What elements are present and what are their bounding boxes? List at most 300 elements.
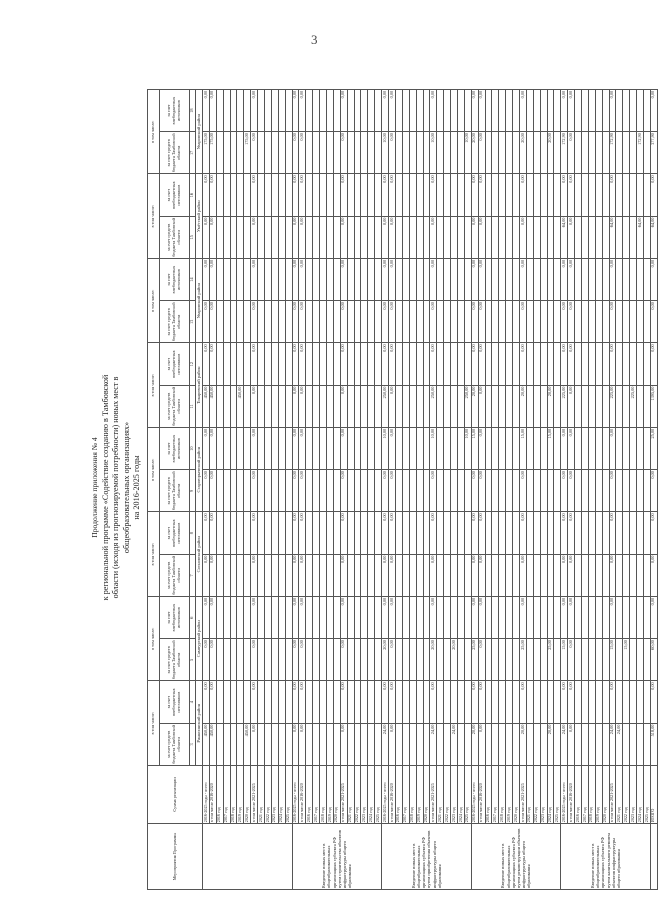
value-cell: [457, 681, 464, 723]
value-cell: [395, 385, 402, 427]
value-cell: [361, 681, 368, 723]
table-row: [203, 90, 210, 890]
value-cell: 0,00: [340, 428, 347, 470]
header-in-that-number: в том числе:: [148, 90, 160, 175]
period-label: в том числе 2016-2020: [568, 766, 575, 824]
value-cell: [265, 343, 272, 385]
table-row: [540, 90, 547, 890]
header-in-that-number: в том числе:: [148, 597, 160, 682]
value-cell: [265, 90, 272, 132]
value-cell: [623, 343, 630, 385]
value-cell: [526, 216, 533, 258]
period-label: 2020 год: [333, 766, 340, 824]
value-cell: 0,00: [519, 301, 526, 343]
value-cell: [361, 554, 368, 596]
value-cell: 0,00: [471, 681, 478, 723]
value-cell: [223, 428, 230, 470]
value-cell: [616, 259, 623, 301]
value-cell: [588, 90, 595, 132]
value-cell: [216, 723, 223, 765]
value-cell: [513, 639, 520, 681]
value-cell: [313, 132, 320, 174]
value-cell: [258, 428, 265, 470]
value-cell: [347, 301, 354, 343]
value-cell: 0,00: [299, 259, 306, 301]
value-cell: [244, 554, 251, 596]
value-cell: [554, 554, 561, 596]
value-cell: [554, 385, 561, 427]
value-cell: [416, 259, 423, 301]
value-cell: 10,00: [464, 428, 471, 470]
value-cell: [216, 597, 223, 639]
value-cell: [409, 343, 416, 385]
header-source-extrabudget: за счет внебюджетных источников: [160, 597, 190, 639]
value-cell: [533, 301, 540, 343]
appendix-heading: [90, 85, 143, 890]
value-cell: [223, 216, 230, 258]
value-cell: [416, 132, 423, 174]
value-cell: [223, 343, 230, 385]
period-label: 2019 год: [237, 766, 244, 824]
value-cell: [423, 512, 430, 554]
value-cell: 0,00: [292, 132, 299, 174]
value-cell: [595, 639, 602, 681]
value-cell: 0,00: [209, 428, 216, 470]
value-cell: [575, 512, 582, 554]
value-cell: [306, 174, 313, 216]
value-cell: [451, 597, 458, 639]
value-cell: [540, 259, 547, 301]
value-cell: [602, 597, 609, 639]
table-row: [575, 90, 582, 890]
value-cell: 0,00: [561, 428, 568, 470]
value-cell: [285, 723, 292, 765]
value-cell: 0,00: [471, 597, 478, 639]
value-cell: [416, 470, 423, 512]
value-cell: [368, 512, 375, 554]
value-cell: [588, 597, 595, 639]
value-cell: 0,00: [382, 554, 389, 596]
value-cell: 20,00: [547, 132, 554, 174]
value-cell: [533, 174, 540, 216]
value-cell: [354, 597, 361, 639]
value-cell: [244, 512, 251, 554]
value-cell: [285, 301, 292, 343]
value-cell: 24,00: [616, 723, 623, 765]
value-cell: 0,00: [430, 470, 437, 512]
period-label: 2016 год: [395, 766, 402, 824]
period-label: 2019 год: [416, 766, 423, 824]
value-cell: [602, 216, 609, 258]
value-cell: 0,00: [389, 639, 396, 681]
header-source-budget: за счет средств бюджета Тамбовской области: [160, 639, 190, 681]
district-name: Ржаксинский район: [196, 681, 203, 766]
value-cell: 0,00: [430, 512, 437, 554]
value-cell: [457, 259, 464, 301]
value-cell: 0,00: [478, 512, 485, 554]
value-cell: [375, 301, 382, 343]
value-cell: [223, 681, 230, 723]
period-label: 2021 год: [616, 766, 623, 824]
value-cell: [630, 554, 637, 596]
value-cell: [327, 132, 334, 174]
value-cell: 0,00: [209, 174, 216, 216]
value-cell: 0,00: [209, 301, 216, 343]
value-cell: [230, 639, 237, 681]
table-row: [395, 90, 402, 890]
value-cell: [230, 385, 237, 427]
value-cell: 0,00: [478, 259, 485, 301]
value-cell: 0,00: [519, 681, 526, 723]
value-cell: [402, 90, 409, 132]
header-source-budget: за счет средств бюджета Тамбовской области: [160, 216, 190, 258]
value-cell: 0,00: [299, 681, 306, 723]
value-cell: [313, 301, 320, 343]
column-number: 13: [190, 301, 196, 343]
value-cell: [368, 132, 375, 174]
value-cell: [513, 90, 520, 132]
value-cell: [285, 512, 292, 554]
value-cell: 0,00: [299, 428, 306, 470]
value-cell: [630, 259, 637, 301]
period-label: 2024 год: [637, 766, 644, 824]
value-cell: [540, 90, 547, 132]
value-cell: [271, 639, 278, 681]
value-cell: 0,00: [389, 597, 396, 639]
table-row: [457, 90, 464, 890]
value-cell: [581, 343, 588, 385]
value-cell: [333, 639, 340, 681]
value-cell: [506, 90, 513, 132]
value-cell: [416, 723, 423, 765]
value-cell: [499, 385, 506, 427]
value-cell: [271, 428, 278, 470]
value-cell: [271, 343, 278, 385]
value-cell: [237, 639, 244, 681]
table-row: [506, 90, 513, 890]
value-cell: 0,00: [471, 512, 478, 554]
value-cell: 0,00: [382, 470, 389, 512]
period-label: 2023 год: [361, 766, 368, 824]
period-label: 2020 год: [513, 766, 520, 824]
value-cell: [540, 132, 547, 174]
period-label: 2023 год: [451, 766, 458, 824]
period-label: 2017 год: [223, 766, 230, 824]
value-cell: [354, 174, 361, 216]
value-cell: 0,00: [340, 723, 347, 765]
table-row: [637, 90, 644, 890]
total-value-cell: 0,00: [650, 90, 657, 132]
value-cell: [333, 723, 340, 765]
value-cell: [616, 512, 623, 554]
value-cell: 0,00: [251, 385, 258, 427]
period-label: 2016 год: [485, 766, 492, 824]
value-cell: [623, 723, 630, 765]
value-cell: [271, 301, 278, 343]
value-cell: [375, 512, 382, 554]
value-cell: 172,90: [637, 132, 644, 174]
value-cell: 0,00: [203, 639, 210, 681]
table-row: [485, 90, 492, 890]
value-cell: [361, 512, 368, 554]
value-cell: 20,00: [519, 723, 526, 765]
value-cell: [451, 90, 458, 132]
period-label: 2016-2025 годы - всего: [203, 766, 210, 824]
col-header-event: Мероприятия Программы: [148, 824, 203, 890]
table-row: [547, 90, 554, 890]
value-cell: [333, 301, 340, 343]
value-cell: 0,00: [292, 681, 299, 723]
value-cell: [313, 216, 320, 258]
value-cell: [347, 385, 354, 427]
value-cell: [644, 343, 651, 385]
table-row: [519, 90, 526, 890]
value-cell: [588, 343, 595, 385]
value-cell: [216, 132, 223, 174]
value-cell: [616, 554, 623, 596]
value-cell: [223, 639, 230, 681]
event-category: Введение новых мест в общеобразовательных организациях субъекта РФ путем приобретения объектов инфраструктуры общего образования: [382, 824, 472, 890]
value-cell: [402, 301, 409, 343]
value-cell: [237, 174, 244, 216]
value-cell: 450,00: [244, 723, 251, 765]
heading-line: общеобразовательных организациях»: [121, 421, 131, 554]
value-cell: [554, 301, 561, 343]
value-cell: [278, 639, 285, 681]
total-value-cell: 518,00: [650, 723, 657, 765]
table-row: [588, 90, 595, 890]
value-cell: [437, 216, 444, 258]
value-cell: [327, 301, 334, 343]
value-cell: [216, 554, 223, 596]
value-cell: [237, 723, 244, 765]
district-name: Токаревский район: [196, 343, 203, 428]
table-row: [616, 90, 623, 890]
value-cell: [540, 681, 547, 723]
value-cell: [216, 216, 223, 258]
value-cell: 0,00: [251, 132, 258, 174]
value-cell: [485, 639, 492, 681]
value-cell: [451, 512, 458, 554]
value-cell: [623, 259, 630, 301]
value-cell: [402, 428, 409, 470]
value-cell: [506, 428, 513, 470]
value-cell: [395, 512, 402, 554]
total-value-cell: 0,00: [650, 301, 657, 343]
value-cell: 0,00: [561, 174, 568, 216]
value-cell: [216, 470, 223, 512]
period-label: 2024 год: [457, 766, 464, 824]
value-cell: [533, 385, 540, 427]
value-cell: [457, 723, 464, 765]
table-row: [271, 90, 278, 890]
value-cell: [533, 259, 540, 301]
value-cell: [595, 554, 602, 596]
value-cell: [444, 639, 451, 681]
value-cell: 0,00: [340, 554, 347, 596]
value-cell: 0,00: [568, 174, 575, 216]
period-label: 2021 год: [258, 766, 265, 824]
value-cell: 0,00: [382, 259, 389, 301]
table-row: [623, 90, 630, 890]
column-number: 11: [190, 385, 196, 427]
period-label: 2019 год: [506, 766, 513, 824]
value-cell: [244, 597, 251, 639]
value-cell: [526, 259, 533, 301]
value-cell: [616, 343, 623, 385]
table-row: [402, 90, 409, 890]
value-cell: [637, 428, 644, 470]
value-cell: [644, 90, 651, 132]
value-cell: [278, 428, 285, 470]
value-cell: [265, 512, 272, 554]
value-cell: [416, 428, 423, 470]
value-cell: [402, 554, 409, 596]
value-cell: [616, 597, 623, 639]
value-cell: [547, 174, 554, 216]
value-cell: [464, 723, 471, 765]
value-cell: [258, 385, 265, 427]
value-cell: [616, 301, 623, 343]
value-cell: [320, 681, 327, 723]
value-cell: 0,00: [519, 216, 526, 258]
value-cell: 0,00: [251, 470, 258, 512]
period-label: 2025 год: [644, 766, 651, 824]
value-cell: [581, 723, 588, 765]
financing-table: [147, 89, 658, 890]
value-cell: 0,00: [478, 681, 485, 723]
value-cell: [347, 90, 354, 132]
value-cell: [540, 597, 547, 639]
value-cell: [444, 681, 451, 723]
value-cell: 0,00: [568, 723, 575, 765]
value-cell: 0,00: [561, 90, 568, 132]
value-cell: [630, 90, 637, 132]
value-cell: [216, 681, 223, 723]
value-cell: [575, 554, 582, 596]
value-cell: [575, 90, 582, 132]
value-cell: [258, 90, 265, 132]
table-row: [361, 90, 368, 890]
value-cell: [237, 597, 244, 639]
value-cell: [258, 723, 265, 765]
value-cell: [499, 470, 506, 512]
value-cell: 0,00: [389, 554, 396, 596]
value-cell: 0,00: [471, 554, 478, 596]
column-number: 12: [190, 343, 196, 385]
value-cell: [423, 343, 430, 385]
value-cell: [533, 90, 540, 132]
total-value-cell: 377,90: [650, 132, 657, 174]
period-label: 2024 год: [368, 766, 375, 824]
value-cell: [237, 681, 244, 723]
value-cell: [464, 259, 471, 301]
value-cell: [499, 554, 506, 596]
value-cell: [271, 90, 278, 132]
table-row: [630, 90, 637, 890]
value-cell: [616, 216, 623, 258]
value-cell: [499, 174, 506, 216]
value-cell: [451, 216, 458, 258]
table-row: [423, 90, 430, 890]
value-cell: [588, 512, 595, 554]
value-cell: [375, 90, 382, 132]
value-cell: 0,00: [292, 385, 299, 427]
value-cell: 0,00: [340, 259, 347, 301]
district-name: Староюрьевский район: [196, 428, 203, 513]
value-cell: [575, 385, 582, 427]
value-cell: [644, 512, 651, 554]
value-cell: [533, 597, 540, 639]
value-cell: [533, 554, 540, 596]
value-cell: [395, 681, 402, 723]
value-cell: [554, 132, 561, 174]
value-cell: 0,00: [340, 512, 347, 554]
value-cell: [347, 512, 354, 554]
column-number: 3: [190, 723, 196, 765]
value-cell: [602, 470, 609, 512]
value-cell: 0,00: [251, 554, 258, 596]
value-cell: [278, 216, 285, 258]
value-cell: [423, 301, 430, 343]
period-label: 2017 год: [313, 766, 320, 824]
header-source-extrabudget: за счет внебюджетных источников: [160, 428, 190, 470]
value-cell: [630, 639, 637, 681]
value-cell: [437, 681, 444, 723]
value-cell: [354, 343, 361, 385]
table-row: [251, 90, 258, 890]
column-number: 7: [190, 554, 196, 596]
value-cell: [581, 132, 588, 174]
value-cell: [423, 259, 430, 301]
value-cell: [395, 343, 402, 385]
value-cell: 450,00: [209, 723, 216, 765]
value-cell: [623, 385, 630, 427]
value-cell: 450,00: [209, 385, 216, 427]
value-cell: 0,00: [203, 597, 210, 639]
value-cell: [437, 512, 444, 554]
value-cell: [547, 259, 554, 301]
value-cell: 0,00: [209, 343, 216, 385]
value-cell: [327, 512, 334, 554]
value-cell: 25,00: [519, 639, 526, 681]
value-cell: [423, 216, 430, 258]
value-cell: 0,00: [299, 132, 306, 174]
value-cell: [464, 470, 471, 512]
value-cell: 0,00: [299, 385, 306, 427]
value-cell: 0,00: [471, 301, 478, 343]
value-cell: 0,00: [568, 90, 575, 132]
value-cell: [230, 470, 237, 512]
table-row: [285, 90, 292, 890]
period-label: в том числе 2021-2025: [340, 766, 347, 824]
value-cell: [630, 597, 637, 639]
value-cell: 450,00: [203, 385, 210, 427]
total-value-cell: 25,00: [650, 428, 657, 470]
value-cell: [526, 639, 533, 681]
value-cell: [457, 301, 464, 343]
header-source-extrabudget: за счет внебюджетных источников: [160, 174, 190, 216]
value-cell: 0,00: [299, 216, 306, 258]
value-cell: [402, 723, 409, 765]
value-cell: [644, 174, 651, 216]
value-cell: [581, 259, 588, 301]
value-cell: [602, 681, 609, 723]
header-source-extrabudget: за счет внебюджетных источников: [160, 681, 190, 723]
value-cell: [526, 385, 533, 427]
value-cell: [230, 301, 237, 343]
value-cell: 0,00: [251, 301, 258, 343]
